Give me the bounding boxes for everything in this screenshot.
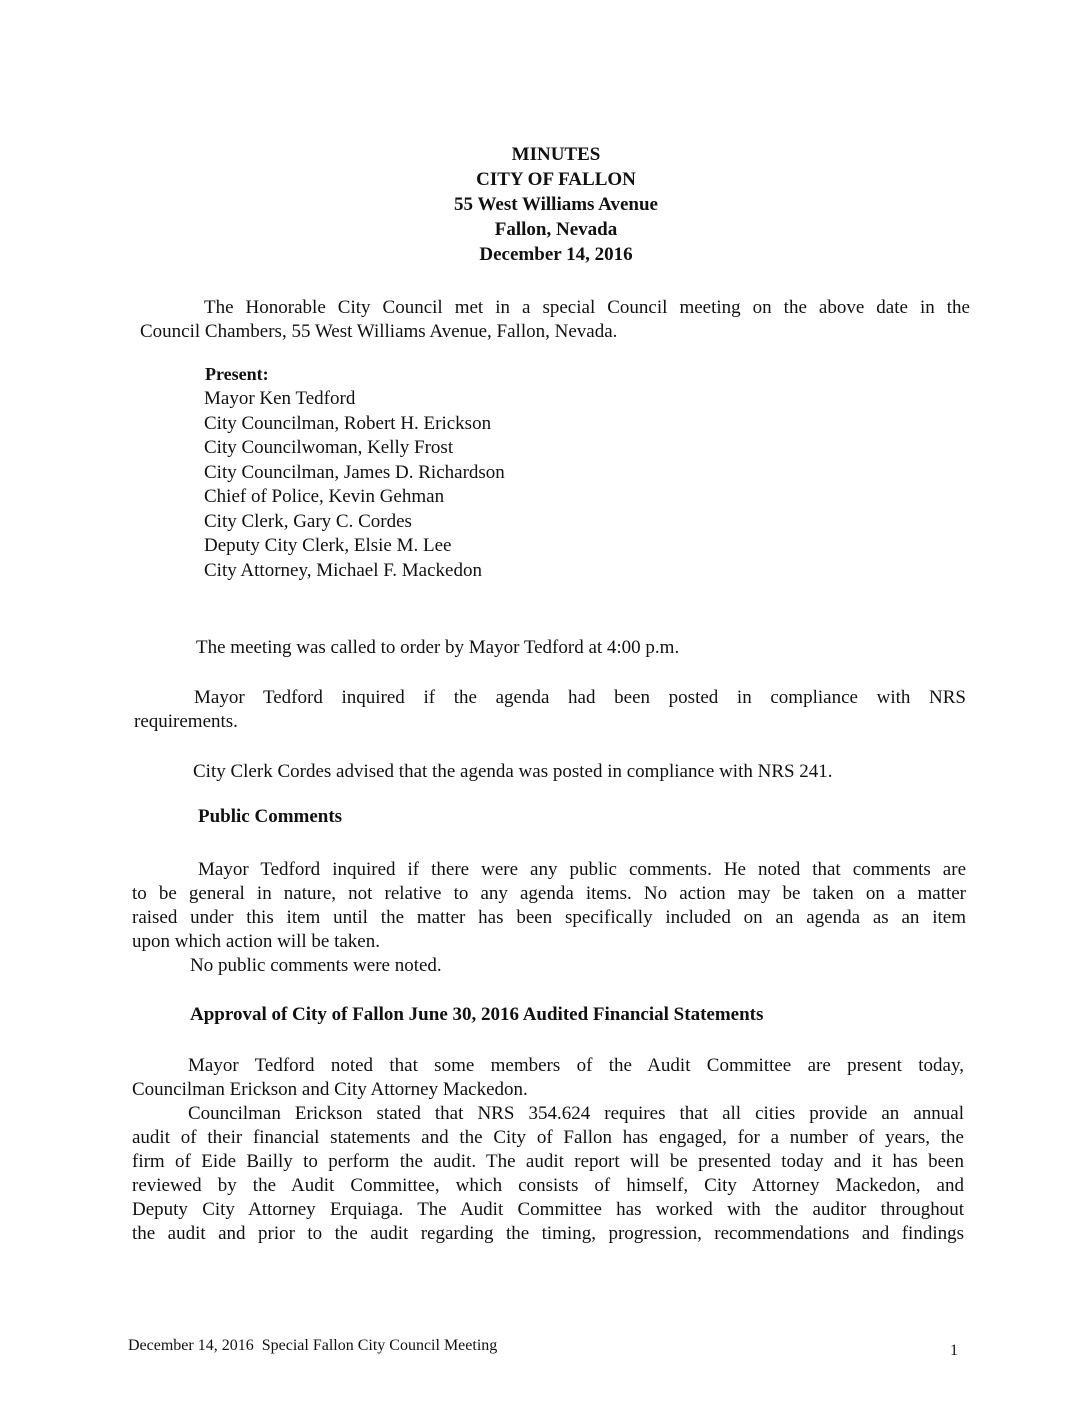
present-list (204, 387, 505, 583)
present-member: Deputy City Clerk, Elsie M. Lee (204, 535, 452, 556)
audit-line: Deputy City Attorney Erquiaga. The Audit Committee has worked with the auditor throughout (132, 1199, 964, 1220)
present-heading: Present: (205, 364, 269, 384)
agenda-inquiry-paragraph (134, 686, 966, 734)
agenda-posted: City Clerk Cordes advised that the agenda was posted in compliance with NRS 241. (193, 761, 833, 782)
audit-paragraph (132, 1054, 964, 1246)
present-member: Chief of Police, Kevin Gehman (204, 486, 445, 507)
public-comments-line-2: to be general in nature, not relative to any agenda items. No action may be taken on a matter (132, 883, 966, 904)
audit-line: firm of Eide Bailly to perform the audit. The audit report will be presented today and it has been (132, 1151, 964, 1172)
public-comments-heading: Public Comments (198, 806, 343, 827)
header-location: Fallon, Nevada (494, 219, 618, 240)
call-to-order: The meeting was called to order by Mayor Tedford at 4:00 p.m. (196, 637, 680, 658)
present-member: City Councilwoman, Kelly Frost (204, 437, 454, 458)
audit-line: the audit and prior to the audit regarding the timing, progression, recommendations and findings (132, 1223, 964, 1244)
header-address: 55 West Williams Avenue (454, 194, 658, 215)
footer-text: December 14, 2016 Special Fallon City Council Meeting (128, 1337, 498, 1354)
intro-paragraph (140, 296, 970, 344)
public-comments-paragraph (132, 858, 966, 978)
public-comments-line-3: raised under this item until the matter has been specifically included on an agenda as an item (132, 907, 966, 928)
page-number: 1 (950, 1342, 958, 1359)
header-city: CITY OF FALLON (476, 169, 636, 190)
present-member: Mayor Ken Tedford (204, 388, 356, 409)
present-member: City Councilman, Robert H. Erickson (204, 412, 492, 434)
header-date: December 14, 2016 (479, 244, 633, 265)
public-comments-line-1: Mayor Tedford inquired if there were any public comments. He noted that comments are (198, 859, 966, 880)
audit-line: Councilman Erickson and City Attorney Mackedon. (132, 1079, 528, 1100)
agenda-inquiry-line-1: Mayor Tedford inquired if the agenda had been posted in compliance with NRS (194, 687, 966, 708)
present-member: City Councilman, James D. Richardson (204, 461, 505, 483)
present-member: City Attorney, Michael F. Mackedon (204, 559, 482, 581)
intro-line-1: The Honorable City Council met in a special Council meeting on the above date in the (204, 297, 970, 318)
intro-line-2: Council Chambers, 55 West Williams Avenue, Fallon, Nevada. (140, 321, 618, 342)
audit-line: audit of their financial statements and the City of Fallon has engaged, for a number of years, the (132, 1127, 964, 1148)
public-comments-line-4: upon which action will be taken. (132, 931, 380, 952)
minutes-header (0, 142, 1082, 267)
audit-line: Councilman Erickson stated that NRS 354.624 requires that all cities provide an annual (188, 1103, 964, 1124)
audit-heading: Approval of City of Fallon June 30, 2016 Audited Financial Statements (190, 1004, 764, 1025)
header-title: MINUTES (511, 144, 601, 165)
agenda-inquiry-line-2: requirements. (134, 711, 238, 732)
audit-line: Mayor Tedford noted that some members of the Audit Committee are present today, (188, 1055, 964, 1076)
present-member: City Clerk, Gary C. Cordes (204, 510, 412, 532)
public-comments-line-5: No public comments were noted. (190, 955, 442, 976)
audit-line: reviewed by the Audit Committee, which consists of himself, City Attorney Mackedon, and (132, 1175, 964, 1196)
